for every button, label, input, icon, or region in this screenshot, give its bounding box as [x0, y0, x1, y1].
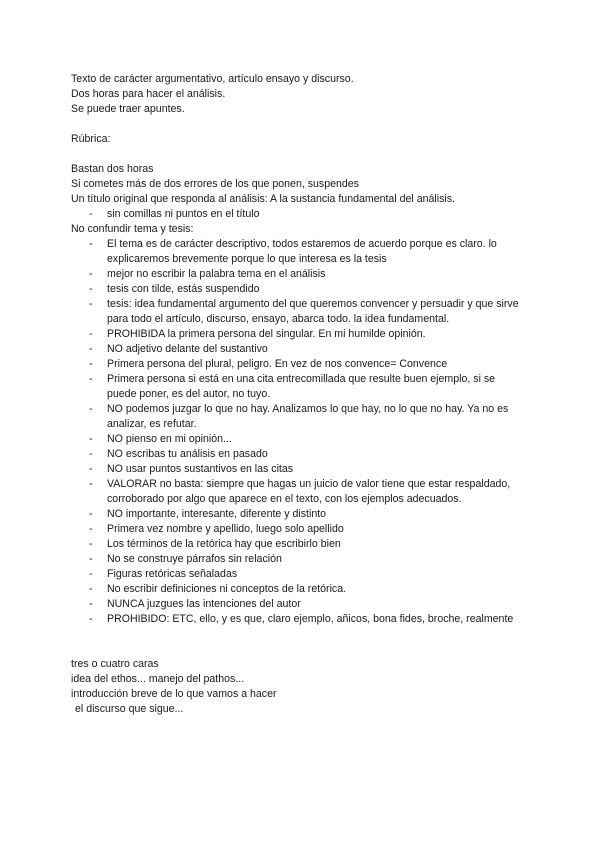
dash-bullet: -	[89, 463, 93, 475]
list-item	[71, 447, 531, 462]
list-item-text: NO podemos juzgar lo que no hay. Analizamos lo que hay, no lo que no hay. Ya no es analizar, es refutar.	[107, 403, 509, 430]
dash-bullet: -	[89, 208, 93, 220]
footer-line-3: introducción breve de lo que vamos a hacer	[71, 688, 277, 700]
document-body	[71, 72, 531, 717]
list-item	[71, 342, 531, 357]
list-item-text: Primera persona si está en una cita entrecomillada que resulte buen ejemplo, si se puede poner, es del autor, no tuyo.	[107, 373, 496, 400]
list-item-text: Los términos de la retórica hay que escribirlo bien	[107, 538, 341, 550]
list-item-text: PROHIBIDA la primera persona del singular. En mi humilde opinión.	[107, 328, 426, 340]
dash-bullet: -	[89, 598, 93, 610]
dash-bullet: -	[89, 403, 93, 415]
list-item	[71, 282, 531, 297]
intro-line-3: Se puede traer apuntes.	[71, 103, 185, 115]
dash-bullet: -	[89, 298, 93, 310]
dash-bullet: -	[89, 613, 93, 625]
dash-bullet: -	[89, 508, 93, 520]
footer-line-4: el discurso que sigue...	[75, 703, 184, 715]
list-item	[71, 552, 531, 567]
rule-two-hours: Bastan dos horas	[71, 163, 154, 175]
rule-title: Un título original que responda al análisis: A la sustancia fundamental del análisis.	[71, 193, 455, 205]
dash-bullet: -	[89, 268, 93, 280]
rules-bullet-list	[71, 237, 531, 627]
list-item	[71, 462, 531, 477]
list-item	[71, 432, 531, 447]
list-item-text: PROHIBIDO: ETC, ello, y es que, claro ejemplo, añicos, bona fides, broche, realmente	[107, 613, 514, 625]
spacer	[71, 147, 531, 162]
list-item-text: No se construye párrafos sin relación	[107, 553, 282, 565]
dash-bullet: -	[89, 538, 93, 550]
list-item-text: VALORAR no basta: siempre que hagas un juicio de valor tiene que estar respaldado, corroborado por algo que aparece en el texto, con los ejemplos adecuados.	[107, 478, 511, 505]
list-item-text: mejor no escribir la palabra tema en el análisis	[107, 268, 326, 280]
list-item-text: NO adjetivo delante del sustantivo	[107, 343, 268, 355]
list-item	[71, 612, 531, 627]
list-item-text: NUNCA juzgues las intenciones del autor	[107, 598, 301, 610]
dash-bullet: -	[89, 583, 93, 595]
dash-bullet: -	[89, 358, 93, 370]
dash-bullet: -	[89, 343, 93, 355]
dash-bullet: -	[89, 553, 93, 565]
footer-line-2: idea del ethos... manejo del pathos...	[71, 673, 245, 685]
intro-line-2: Dos horas para hacer el análisis.	[71, 88, 226, 100]
rule-errors: Si cometes más de dos errores de los que ponen, suspendes	[71, 178, 359, 190]
rubric-heading: Rúbrica:	[71, 133, 111, 145]
list-item	[71, 537, 531, 552]
spacer	[71, 117, 531, 132]
list-item-text: NO escribas tu análisis en pasado	[107, 448, 268, 460]
list-item	[71, 267, 531, 282]
list-item	[71, 207, 531, 222]
dash-bullet: -	[89, 373, 93, 385]
dash-bullet: -	[89, 328, 93, 340]
dash-bullet: -	[89, 523, 93, 535]
dash-bullet: -	[89, 568, 93, 580]
list-item-text: No escribir definiciones ni conceptos de la retórica.	[107, 583, 347, 595]
list-item-text: sin comillas ni puntos en el título	[107, 208, 260, 220]
list-item-text: tesis: idea fundamental argumento del que queremos convencer y persuadir y que sirve para todo el artículo, discurso, ensayo, abarca todo. la idea fundamental.	[107, 298, 519, 325]
dash-bullet: -	[89, 478, 93, 490]
list-item-text: Primera vez nombre y apellido, luego solo apellido	[107, 523, 344, 535]
list-item-text: Figuras retóricas señaladas	[107, 568, 238, 580]
list-item	[71, 297, 531, 327]
list-item	[71, 327, 531, 342]
list-item	[71, 357, 531, 372]
title-bullet-list	[71, 207, 531, 222]
list-item-text: NO pienso en mi opinión...	[107, 433, 232, 445]
list-item-text: tesis con tilde, estás suspendido	[107, 283, 260, 295]
list-item	[71, 507, 531, 522]
no-confundir-heading: No confundir tema y tesis:	[71, 223, 194, 235]
dash-bullet: -	[89, 238, 93, 250]
list-item	[71, 477, 531, 507]
list-item	[71, 582, 531, 597]
list-item	[71, 522, 531, 537]
footer-line-1: tres o cuatro caras	[71, 658, 159, 670]
intro-line-1: Texto de carácter argumentativo, artículo ensayo y discurso.	[71, 73, 354, 85]
list-item	[71, 372, 531, 402]
list-item-text: NO usar puntos sustantivos en las citas	[107, 463, 294, 475]
list-item-text: Primera persona del plural, peligro. En vez de nos convence= Convence	[107, 358, 448, 370]
list-item	[71, 567, 531, 582]
dash-bullet: -	[89, 433, 93, 445]
list-item	[71, 237, 531, 267]
list-item-text: NO importante, interesante, diferente y distinto	[107, 508, 327, 520]
spacer	[71, 627, 531, 657]
list-item	[71, 597, 531, 612]
list-item	[71, 402, 531, 432]
dash-bullet: -	[89, 448, 93, 460]
dash-bullet: -	[89, 283, 93, 295]
list-item-text: El tema es de carácter descriptivo, todos estaremos de acuerdo porque es claro. lo explicaremos brevemente porque lo que interesa es la tesis	[107, 238, 497, 265]
